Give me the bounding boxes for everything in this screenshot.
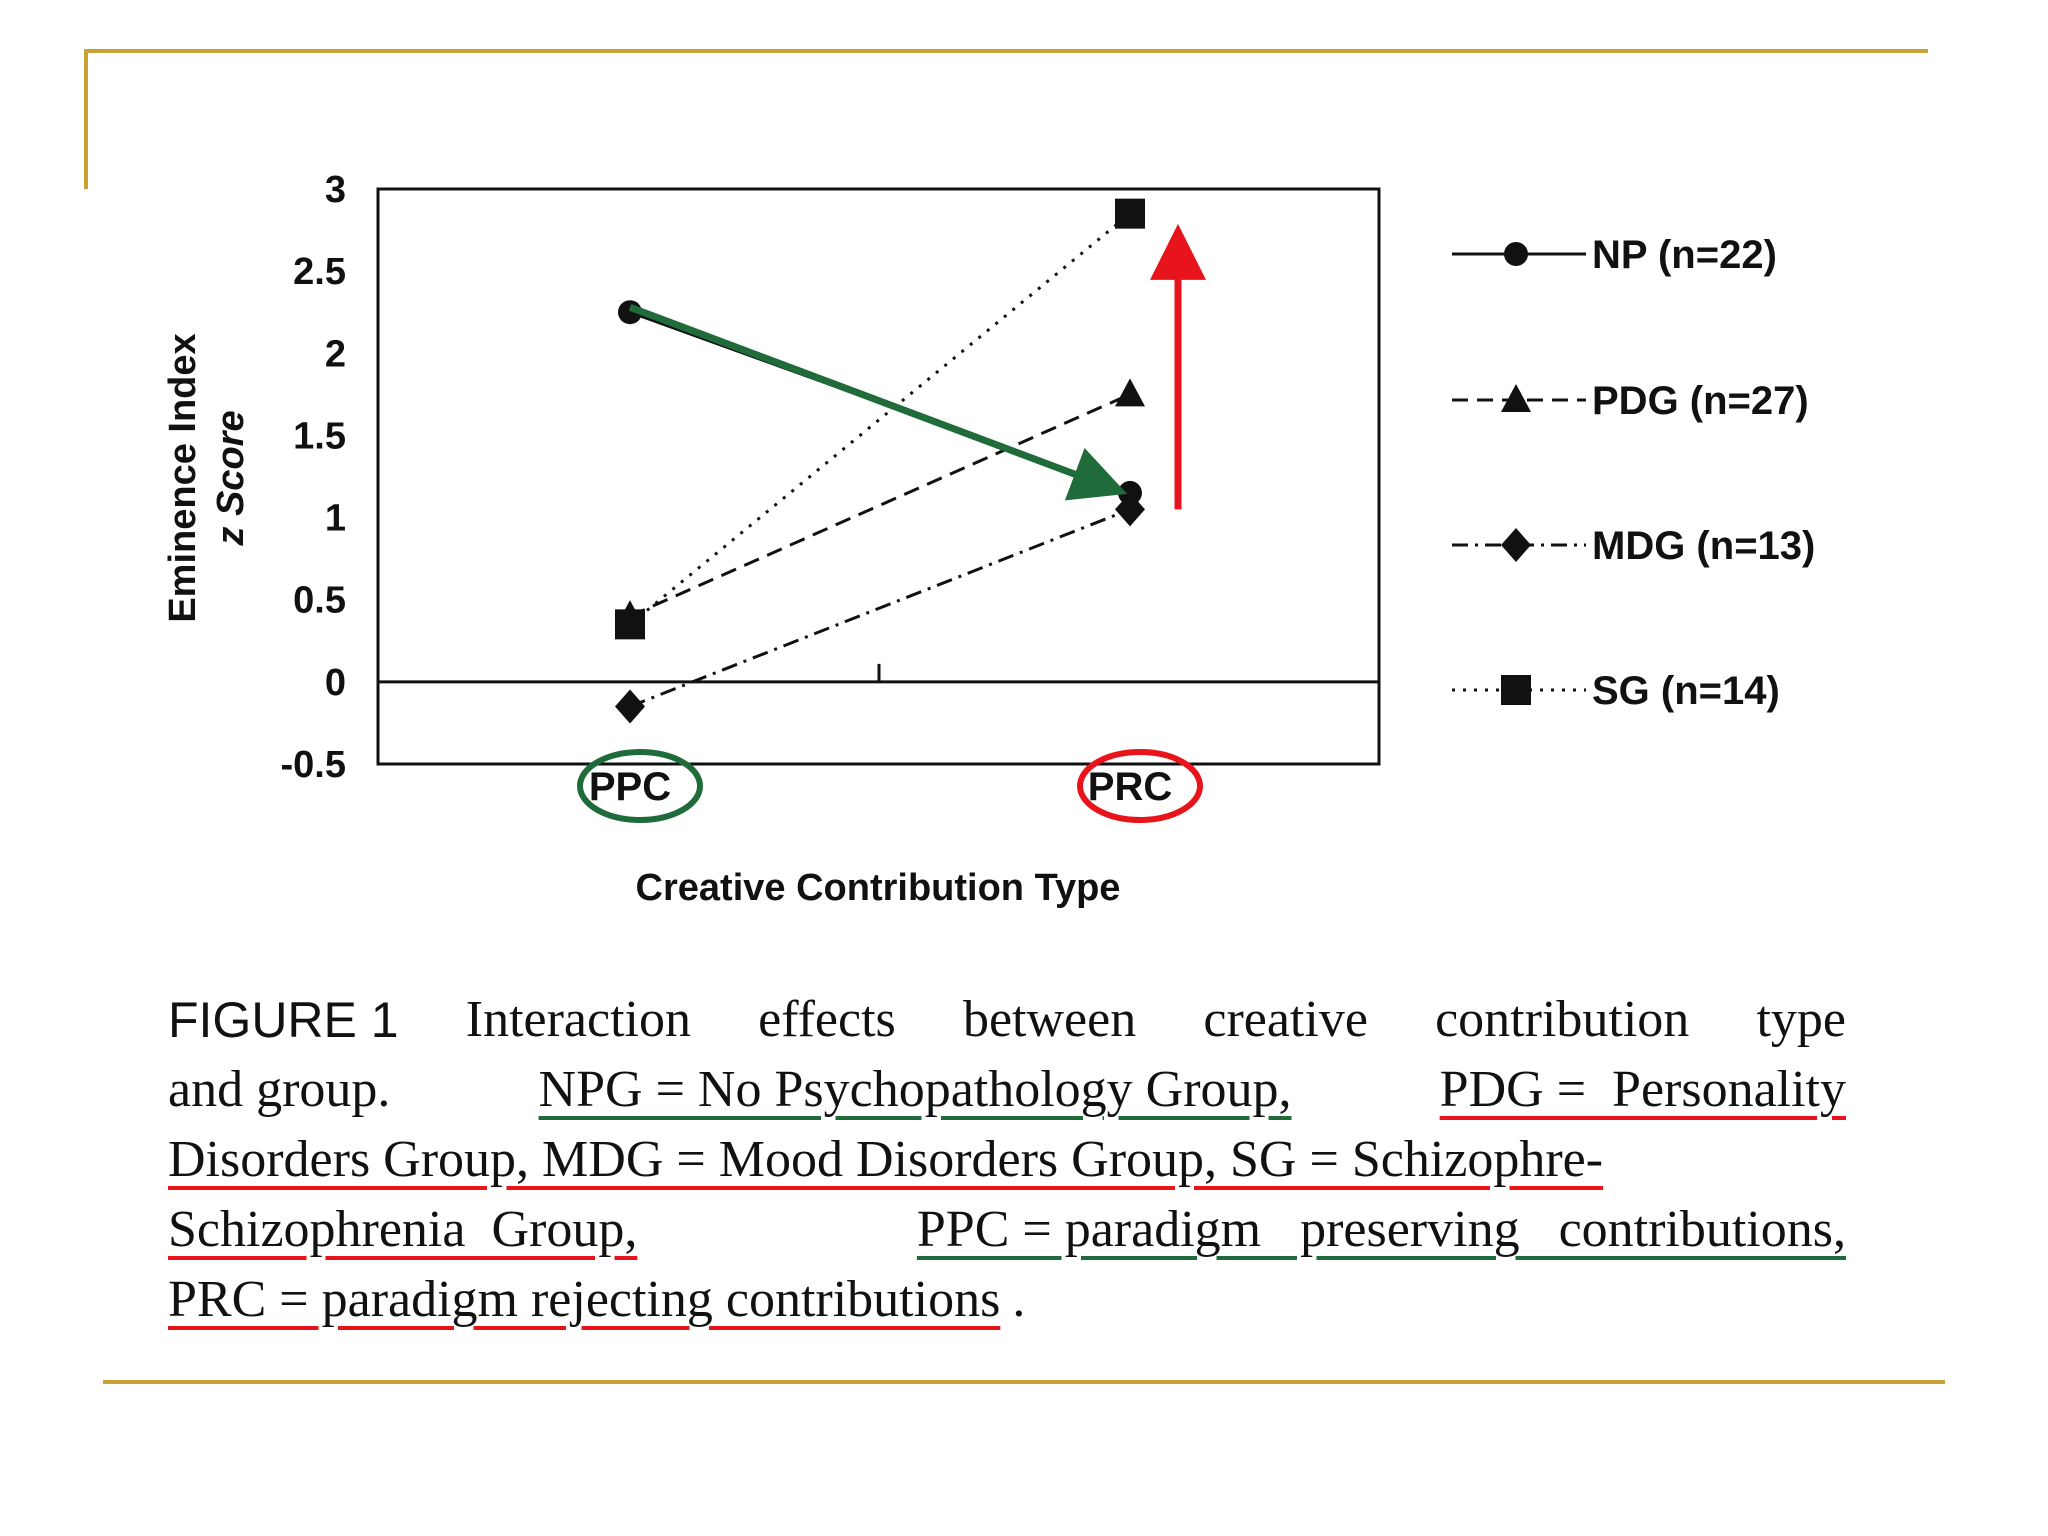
- series-line: [630, 214, 1130, 625]
- legend-label: NP (n=22): [1592, 233, 1777, 277]
- series-line: [630, 394, 1130, 616]
- caption-line: [168, 1195, 1846, 1265]
- bottom-accent-line: [103, 1380, 1945, 1384]
- caption-text: .: [1012, 1271, 1026, 1328]
- y-tick-label: 2: [324, 333, 346, 376]
- x-category-label: PPC: [588, 765, 672, 809]
- y-axis-title: Eminence Index: [162, 333, 204, 623]
- y-tick-label: 0: [324, 661, 346, 704]
- data-point: [1115, 199, 1145, 229]
- caption-line: [168, 985, 1846, 1055]
- legend-marker: [1501, 528, 1531, 562]
- caption-line: [168, 1265, 1846, 1335]
- caption-underlined-term: NPG = No Psychopathology Group,: [538, 1061, 1292, 1118]
- y-tick-label: 3: [324, 169, 346, 211]
- caption-text: type: [1756, 991, 1846, 1048]
- x-category-label: PRC: [1087, 765, 1173, 809]
- x-axis-title: Creative Contribution Type: [635, 867, 1121, 909]
- data-point: [615, 609, 645, 639]
- legend-marker: [1501, 384, 1531, 412]
- y-tick-label: 1: [324, 497, 346, 540]
- caption-underlined-term: Schizophrenia Group,: [168, 1201, 638, 1258]
- y-tick-label: 2.5: [293, 251, 346, 294]
- legend-marker: [1501, 675, 1531, 705]
- caption-text: contribution: [1435, 991, 1690, 1048]
- y-tick-label: -0.5: [280, 744, 346, 786]
- green-trend-arrow: [630, 307, 1114, 489]
- figure-caption: [168, 985, 1846, 1335]
- caption-underlined-term: Disorders Group, MDG = Mood Disorders Group, SG = Schizophre-: [168, 1131, 1604, 1188]
- caption-text: Interaction: [465, 991, 691, 1048]
- caption-line: [168, 1055, 1846, 1125]
- caption-text: and group.: [168, 1061, 391, 1118]
- y-tick-label: 0.5: [293, 579, 346, 622]
- data-point: [615, 690, 645, 724]
- data-point: [1115, 378, 1145, 406]
- caption-text: creative: [1203, 991, 1368, 1048]
- caption-underlined-term: PPC = paradigm preserving contributions,: [916, 1201, 1846, 1258]
- caption-underlined-term: PRC = paradigm rejecting contributions: [168, 1271, 1001, 1328]
- legend-label: MDG (n=13): [1592, 524, 1816, 568]
- y-tick-label: 1.5: [293, 415, 346, 458]
- caption-text: between: [962, 991, 1137, 1048]
- caption-line: [168, 1125, 1846, 1195]
- legend-label: PDG (n=27): [1592, 379, 1809, 423]
- caption-text: effects: [758, 991, 896, 1048]
- legend-label: SG (n=14): [1592, 669, 1780, 713]
- caption-underlined-term: PDG = Personality: [1439, 1061, 1846, 1118]
- y-axis-title: z Score: [210, 410, 252, 546]
- caption-text: FIGURE 1: [168, 992, 399, 1048]
- legend-marker: [1504, 242, 1528, 266]
